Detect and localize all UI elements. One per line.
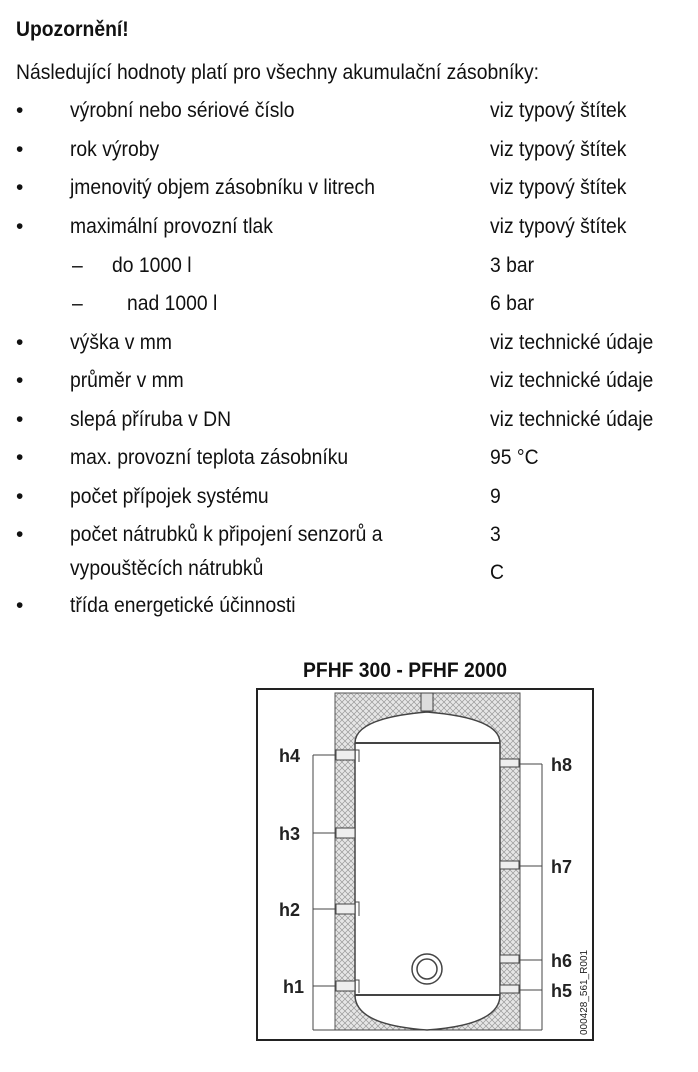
- item-label: počet nátrubků k připojení senzorů a: [70, 523, 383, 546]
- item-value: viz technické údaje: [490, 369, 654, 392]
- item-value: viz technické údaje: [490, 408, 654, 431]
- item-value: viz typový štítek: [490, 99, 627, 122]
- bullet: •: [16, 331, 24, 354]
- dash: –: [72, 254, 83, 277]
- item-value: 9: [490, 485, 501, 508]
- label-h7: h7: [551, 857, 573, 877]
- figure-code: 000428_561_R001: [579, 949, 590, 1035]
- item-value: viz technické údaje: [490, 331, 654, 354]
- item-label: rok výroby: [70, 138, 160, 161]
- bullet: •: [16, 369, 24, 392]
- dash: –: [72, 292, 83, 315]
- item-value: 95 °C: [490, 446, 539, 469]
- label-h1: h1: [283, 977, 305, 997]
- bullet: •: [16, 446, 24, 469]
- tank-body: [355, 712, 500, 1030]
- bullet: •: [16, 594, 24, 617]
- item-label: třída energetické účinnosti: [70, 594, 296, 617]
- label-h2: h2: [279, 900, 301, 920]
- bullet: •: [16, 99, 24, 122]
- item-label: výška v mm: [70, 331, 172, 354]
- item-label: jmenovitý objem zásobníku v litrech: [70, 176, 375, 199]
- item-label: počet přípojek systému: [70, 485, 269, 508]
- item-label: slepá příruba v DN: [70, 408, 232, 431]
- bullet: •: [16, 215, 24, 238]
- item-value: viz typový štítek: [490, 138, 627, 161]
- item-label: průměr v mm: [70, 369, 184, 392]
- diagram-title: PFHF 300 - PFHF 2000: [303, 659, 508, 682]
- item-value: 3: [490, 523, 501, 546]
- item-label: max. provozní teplota zásobníku: [70, 446, 349, 469]
- item-value: C: [490, 561, 504, 584]
- label-h6: h6: [551, 951, 573, 971]
- subitem-value: 3 bar: [490, 254, 535, 277]
- item-label: vypouštěcích nátrubků: [70, 557, 264, 580]
- bullet: •: [16, 138, 24, 161]
- bullet: •: [16, 176, 24, 199]
- item-value: viz typový štítek: [490, 215, 627, 238]
- label-h4: h4: [279, 746, 301, 766]
- item-label: výrobní nebo sériové číslo: [70, 99, 295, 122]
- label-h5: h5: [551, 981, 573, 1001]
- subitem-value: 6 bar: [490, 292, 535, 315]
- item-label: maximální provozní tlak: [70, 215, 273, 238]
- bullet: •: [16, 523, 24, 546]
- subitem-label: nad 1000 l: [127, 292, 218, 315]
- subitem-label: do 1000 l: [112, 254, 192, 277]
- intro-text: Následující hodnoty platí pro všechny akumulační zásobníky:: [16, 61, 540, 84]
- label-h8: h8: [551, 755, 573, 775]
- bullet: •: [16, 485, 24, 508]
- bullet: •: [16, 408, 24, 431]
- notice-title: Upozornění!: [16, 18, 129, 41]
- item-value: viz typový štítek: [490, 176, 627, 199]
- label-h3: h3: [279, 824, 301, 844]
